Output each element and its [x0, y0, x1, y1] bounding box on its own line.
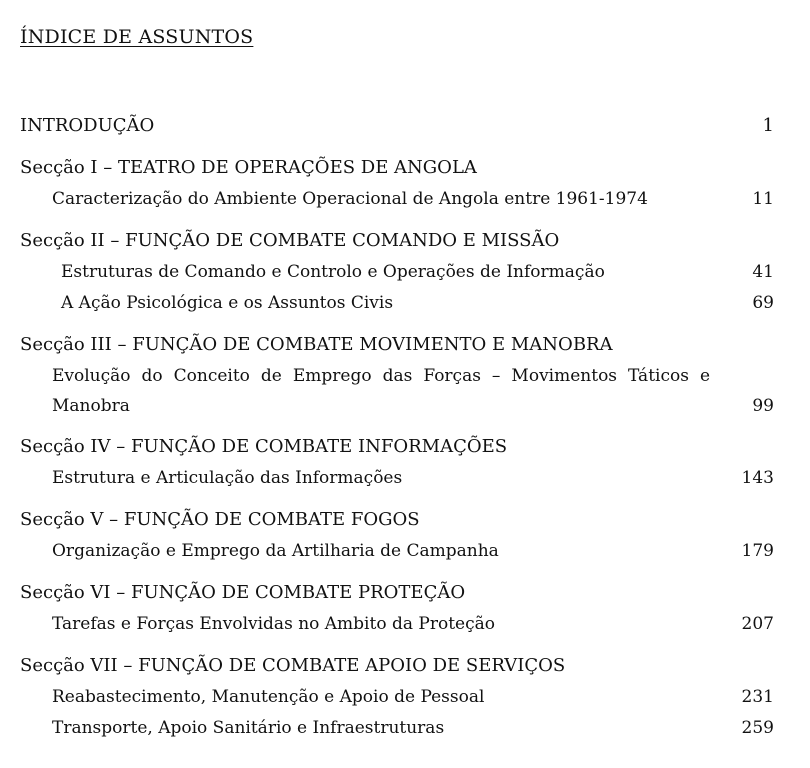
toc-page-number: 69	[752, 293, 774, 313]
toc-heading-label: Secção III – FUNÇÃO DE COMBATE MOVIMENTO E MANOBRA	[20, 334, 613, 355]
toc-heading-label: Secção IV – FUNÇÃO DE COMBATE INFORMAÇÕES	[20, 436, 508, 457]
toc-page-number: 231	[741, 687, 774, 707]
toc-entry	[20, 682, 774, 713]
toc-entry	[20, 609, 774, 640]
toc-section	[20, 225, 774, 319]
toc-entry	[20, 536, 774, 567]
toc-page-number: 259	[741, 718, 774, 738]
toc-page-number: 11	[752, 189, 774, 209]
toc-entry-text: Tarefas e Forças Envolvidas no Ambito da Proteção	[52, 614, 495, 634]
toc-entry-text: A Ação Psicológica e os Assuntos Civis	[61, 293, 394, 313]
toc-page-number: 99	[752, 396, 774, 416]
toc-entry	[20, 257, 774, 288]
toc-heading-label: Secção I – TEATRO DE OPERAÇÕES DE ANGOLA	[20, 157, 477, 178]
toc-entry-text: Organização e Emprego da Artilharia de Campanha	[52, 541, 499, 561]
toc-entry	[20, 288, 774, 319]
toc-entry-text: Reabastecimento, Manutenção e Apoio de Pessoal	[52, 687, 485, 707]
toc-section-heading	[20, 431, 774, 463]
toc-section-heading	[20, 329, 774, 361]
toc-section	[20, 329, 774, 421]
toc-entry	[20, 713, 774, 744]
toc-heading-label: Secção V – FUNÇÃO DE COMBATE FOGOS	[20, 509, 420, 530]
toc-section	[20, 431, 774, 494]
toc-page-number: 1	[762, 115, 774, 136]
toc-entry-text: Evolução do Conceito de Emprego das Forças – Movimentos Táticos e Manobra	[52, 366, 710, 416]
toc-entry	[20, 361, 774, 421]
toc-section-heading	[20, 225, 774, 257]
toc-section	[20, 577, 774, 640]
toc-entry-text: Transporte, Apoio Sanitário e Infraestruturas	[52, 718, 445, 738]
table-of-contents	[20, 110, 774, 744]
toc-heading-label: INTRODUÇÃO	[20, 115, 155, 136]
toc-entry-text: Caracterização do Ambiente Operacional de Angola entre 1961-1974	[52, 189, 648, 209]
toc-section-heading	[20, 152, 774, 184]
toc-page-number: 143	[741, 468, 774, 488]
toc-section	[20, 650, 774, 744]
toc-entry	[20, 463, 774, 494]
toc-section	[20, 504, 774, 567]
toc-entry-text: Estruturas de Comando e Controlo e Operações de Informação	[61, 262, 605, 282]
toc-section-heading	[20, 504, 774, 536]
toc-heading-label: Secção II – FUNÇÃO DE COMBATE COMANDO E MISSÃO	[20, 230, 560, 251]
toc-page-number: 179	[741, 541, 774, 561]
toc-entry-text: Estrutura e Articulação das Informações	[52, 468, 403, 488]
toc-section	[20, 152, 774, 215]
page-title: ÍNDICE DE ASSUNTOS	[20, 26, 254, 48]
toc-heading-label: Secção VII – FUNÇÃO DE COMBATE APOIO DE SERVIÇOS	[20, 655, 566, 676]
toc-section-heading	[20, 577, 774, 609]
toc-page-number: 41	[752, 262, 774, 282]
toc-introduction	[20, 110, 774, 142]
toc-heading-label: Secção VI – FUNÇÃO DE COMBATE PROTEÇÃO	[20, 582, 466, 603]
toc-page-number: 207	[741, 614, 774, 634]
toc-entry	[20, 184, 774, 215]
toc-section-heading	[20, 650, 774, 682]
